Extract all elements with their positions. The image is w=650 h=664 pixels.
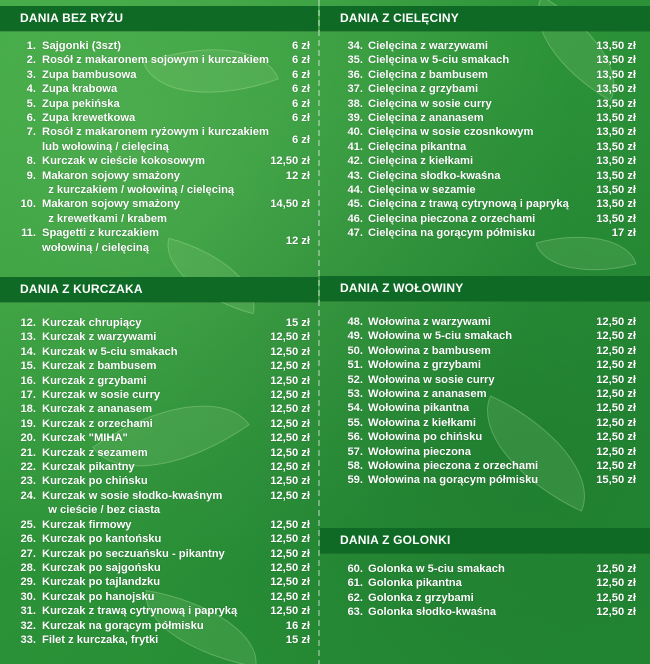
item-number: 7. xyxy=(26,126,36,139)
item-number: 2. xyxy=(26,54,36,67)
item-price: 12,50 zł xyxy=(270,403,310,416)
menu-item xyxy=(0,111,318,125)
item-number: 3. xyxy=(26,68,36,81)
menu-list xyxy=(0,39,318,255)
menu-item xyxy=(320,82,650,96)
item-number: 24. xyxy=(20,489,36,502)
item-name: Kurczak z ananasem xyxy=(42,403,153,416)
item-name: Cielęcina z bambusem xyxy=(368,68,488,81)
item-name: Kurczak w cieście kokosowym xyxy=(42,155,205,168)
item-price: 12,50 zł xyxy=(270,489,310,502)
item-number: 22. xyxy=(20,461,36,474)
item-price: 12,50 zł xyxy=(270,547,310,560)
item-price: 13,50 zł xyxy=(596,97,636,110)
menu-item xyxy=(0,316,318,330)
item-name: Rosół z makaronem ryżowym i kurczakiem lub wołowiną / cielęciną xyxy=(42,126,269,153)
item-name: Golonka pikantna xyxy=(368,577,462,590)
item-number: 12. xyxy=(20,317,36,329)
item-name: Wołowina pikantna xyxy=(368,402,470,415)
menu-item xyxy=(0,532,318,546)
menu-item xyxy=(0,590,318,604)
item-price: 6 zł xyxy=(291,40,310,52)
item-price: 12,50 zł xyxy=(270,331,310,344)
item-price: 12,50 zł xyxy=(596,359,636,372)
item-price: 13,50 zł xyxy=(596,40,636,52)
section-golonka xyxy=(320,528,650,620)
item-number: 61. xyxy=(347,577,363,590)
item-name: Zupa krewetkowa xyxy=(42,112,136,125)
menu-item xyxy=(0,82,318,96)
item-name: Wołowina z bambusem xyxy=(368,344,491,357)
item-price: 15 zł xyxy=(285,633,310,646)
section-header: DANIA Z WOŁOWINY xyxy=(320,276,650,301)
item-number: 29. xyxy=(20,576,36,589)
item-price: 13,50 zł xyxy=(596,126,636,139)
item-name: Cielęcina w sezamie xyxy=(368,184,476,197)
item-name: Cielęcina w sosie czosnkowym xyxy=(368,126,534,139)
item-price: 12,50 zł xyxy=(270,561,310,574)
item-number: 45. xyxy=(347,198,363,211)
item-price: 12,50 zł xyxy=(270,576,310,589)
item-price: 12,50 zł xyxy=(596,606,636,619)
item-number: 54. xyxy=(347,402,363,415)
item-price: 12,50 zł xyxy=(596,316,636,328)
menu-item xyxy=(0,197,318,226)
item-name: Kurczak po chińsku xyxy=(42,475,148,488)
menu-item xyxy=(320,401,650,415)
menu-item xyxy=(0,489,318,518)
item-name: Cielęcina na gorącym półmisku xyxy=(368,227,536,240)
item-price: 12,50 zł xyxy=(596,460,636,473)
item-number: 32. xyxy=(20,619,36,632)
item-price: 13,50 zł xyxy=(596,169,636,182)
menu-item xyxy=(0,330,318,344)
item-price: 12 zł xyxy=(285,169,310,182)
item-price: 6 zł xyxy=(291,112,310,125)
menu-item xyxy=(320,197,650,211)
section-header: DANIA Z KURCZAKA xyxy=(0,277,318,302)
section-bez-ryzu xyxy=(0,6,318,255)
item-name: Kurczak po hanojsku xyxy=(42,590,155,603)
item-name: Wołowina z ananasem xyxy=(368,388,487,401)
item-price: 12,50 zł xyxy=(596,591,636,604)
item-price: 12,50 zł xyxy=(270,533,310,546)
item-number: 57. xyxy=(347,445,363,458)
item-number: 34. xyxy=(347,40,363,52)
item-price: 12,50 zł xyxy=(596,388,636,401)
item-price: 12,50 zł xyxy=(596,330,636,343)
item-number: 16. xyxy=(20,374,36,387)
item-name: Wołowina w 5-ciu smakach xyxy=(368,330,513,343)
item-number: 37. xyxy=(347,83,363,96)
item-name: Wołowina na gorącym półmisku xyxy=(368,474,539,487)
item-number: 49. xyxy=(347,330,363,343)
menu-item xyxy=(320,344,650,358)
menu-item xyxy=(320,125,650,139)
item-name: Wołowina z kiełkami xyxy=(368,416,476,429)
menu-item xyxy=(0,633,318,647)
menu-item xyxy=(0,169,318,198)
item-name: Kurczak w 5-ciu smakach xyxy=(42,345,178,358)
menu-item xyxy=(320,416,650,430)
item-number: 48. xyxy=(347,316,363,328)
menu-item xyxy=(320,111,650,125)
item-name: Kurczak w sosie curry xyxy=(42,389,161,402)
item-number: 40. xyxy=(347,126,363,139)
item-name: Kurczak "MIHA" xyxy=(42,432,128,445)
menu-item xyxy=(320,154,650,168)
menu-item xyxy=(320,97,650,111)
item-price: 12,50 zł xyxy=(596,344,636,357)
item-price: 13,50 zł xyxy=(596,68,636,81)
item-number: 44. xyxy=(347,184,363,197)
item-name: Cielęcina z warzywami xyxy=(368,40,489,52)
menu-item xyxy=(0,226,318,255)
menu-item xyxy=(0,388,318,402)
menu-item xyxy=(0,402,318,416)
menu-item xyxy=(0,154,318,168)
item-number: 27. xyxy=(20,547,36,560)
item-number: 5. xyxy=(26,97,36,110)
item-number: 60. xyxy=(347,563,363,575)
item-name: Cielęcina w sosie curry xyxy=(368,97,492,110)
menu-item xyxy=(320,605,650,619)
item-name: Kurczak pikantny xyxy=(42,461,135,474)
item-number: 36. xyxy=(347,68,363,81)
item-number: 50. xyxy=(347,344,363,357)
menu-list xyxy=(320,562,650,620)
item-number: 28. xyxy=(20,561,36,574)
item-price: 17 zł xyxy=(611,227,636,240)
item-name: Zupa bambusowa xyxy=(42,68,137,81)
menu-item xyxy=(320,373,650,387)
item-number: 63. xyxy=(347,606,363,619)
item-number: 59. xyxy=(347,474,363,487)
item-name: Cielęcina z grzybami xyxy=(368,83,479,96)
menu-item xyxy=(320,183,650,197)
section-header: DANIA BEZ RYŻU xyxy=(0,6,318,31)
item-price: 12,50 zł xyxy=(270,446,310,459)
item-price: 12,50 zł xyxy=(270,374,310,387)
item-number: 17. xyxy=(20,389,36,402)
item-name: Wołowina pieczona xyxy=(368,445,471,458)
menu-item xyxy=(320,212,650,226)
item-price: 12,50 zł xyxy=(270,345,310,358)
item-name: Makaron sojowy smażony z kurczakiem / wołowiną / cielęciną xyxy=(42,169,235,197)
menu-item xyxy=(0,125,318,154)
item-price: 12,50 zł xyxy=(270,475,310,488)
item-number: 21. xyxy=(20,446,36,459)
item-price: 12,50 zł xyxy=(596,416,636,429)
item-price: 12 zł xyxy=(285,234,310,247)
item-name: Sajgonki (3szt) xyxy=(42,40,121,52)
menu-item xyxy=(320,445,650,459)
item-number: 31. xyxy=(20,605,36,618)
menu-item xyxy=(320,430,650,444)
item-number: 30. xyxy=(20,590,36,603)
menu-item xyxy=(320,140,650,154)
item-price: 12,50 zł xyxy=(270,605,310,618)
section-header: DANIA Z CIELĘCINY xyxy=(320,6,650,31)
item-price: 12,50 zł xyxy=(596,431,636,444)
item-number: 56. xyxy=(347,431,363,444)
item-price: 12,50 zł xyxy=(270,155,310,168)
menu-item xyxy=(320,68,650,82)
section-cielecina xyxy=(320,6,650,241)
item-number: 46. xyxy=(347,212,363,225)
item-price: 12,50 zł xyxy=(270,417,310,430)
item-price: 12,50 zł xyxy=(596,373,636,386)
item-name: Cielęcina z ananasem xyxy=(368,112,484,125)
item-name: Cielęcina pikantna xyxy=(368,140,467,153)
item-number: 51. xyxy=(347,359,363,372)
menu-item xyxy=(0,575,318,589)
section-kurczak xyxy=(0,277,318,647)
menu-item xyxy=(0,474,318,488)
item-number: 23. xyxy=(20,475,36,488)
item-name: Kurczak z warzywami xyxy=(42,331,157,344)
item-number: 8. xyxy=(26,155,36,168)
item-number: 15. xyxy=(20,360,36,373)
item-name: Filet z kurczaka, frytki xyxy=(42,633,159,646)
menu-item xyxy=(320,387,650,401)
item-number: 20. xyxy=(20,432,36,445)
menu-item xyxy=(0,417,318,431)
menu-item xyxy=(320,169,650,183)
item-number: 38. xyxy=(347,97,363,110)
item-number: 62. xyxy=(347,591,363,604)
item-name: Kurczak po tajlandzku xyxy=(42,576,161,589)
item-name: Kurczak po seczuańsku - pikantny xyxy=(42,547,225,560)
menu-item xyxy=(0,619,318,633)
section-header: DANIA Z GOLONKI xyxy=(320,528,650,553)
item-number: 58. xyxy=(347,460,363,473)
section-wolowina xyxy=(320,276,650,488)
menu-item xyxy=(0,518,318,532)
item-name: Kurczak z grzybami xyxy=(42,374,147,387)
item-name: Cielęcina pieczona z orzechami xyxy=(368,212,536,225)
item-name: Golonka słodko-kwaśna xyxy=(368,606,497,619)
item-number: 18. xyxy=(20,403,36,416)
menu-item xyxy=(0,345,318,359)
item-number: 39. xyxy=(347,112,363,125)
item-number: 13. xyxy=(20,331,36,344)
menu-item xyxy=(0,68,318,82)
menu-item xyxy=(0,97,318,111)
menu-list xyxy=(0,316,318,647)
item-price: 13,50 zł xyxy=(596,112,636,125)
menu-item xyxy=(0,53,318,67)
item-price: 12,50 zł xyxy=(596,402,636,415)
item-name: Makaron sojowy smażony z krewetkami / krabem xyxy=(42,198,181,225)
menu-item xyxy=(320,39,650,53)
menu-item xyxy=(0,547,318,561)
menu-item xyxy=(0,39,318,53)
item-number: 55. xyxy=(347,416,363,429)
item-name: Kurczak w sosie słodko-kwaśnym w cieście / bez ciasta xyxy=(42,489,223,517)
item-name: Wołowina pieczona z orzechami xyxy=(368,460,539,473)
item-number: 11. xyxy=(21,227,36,240)
item-price: 12,50 zł xyxy=(596,445,636,458)
item-name: Kurczak na gorącym półmisku xyxy=(42,619,204,632)
item-name: Golonka z grzybami xyxy=(368,591,474,604)
item-name: Cielęcina z trawą cytrynową i papryką xyxy=(368,198,569,211)
item-price: 12,50 zł xyxy=(270,360,310,373)
item-name: Cielęcina słodko-kwaśna xyxy=(368,169,501,182)
item-number: 47. xyxy=(347,227,363,240)
item-price: 13,50 zł xyxy=(596,184,636,197)
item-price: 13,50 zł xyxy=(596,83,636,96)
menu-item xyxy=(320,576,650,590)
menu-item xyxy=(320,329,650,343)
item-number: 41. xyxy=(347,140,363,153)
item-price: 13,50 zł xyxy=(596,54,636,67)
item-price: 12,50 zł xyxy=(270,432,310,445)
menu-list xyxy=(320,39,650,241)
item-price: 12,50 zł xyxy=(270,590,310,603)
menu-item xyxy=(320,459,650,473)
item-name: Zupa pekińska xyxy=(42,97,120,110)
item-name: Spagetti z kurczakiem wołowiną / cielęciną xyxy=(42,227,159,254)
item-number: 52. xyxy=(347,373,363,386)
item-price: 13,50 zł xyxy=(596,212,636,225)
item-name: Kurczak z bambusem xyxy=(42,360,157,373)
menu-item xyxy=(320,473,650,487)
item-name: Wołowina w sosie curry xyxy=(368,373,495,386)
menu-item xyxy=(0,561,318,575)
item-number: 33. xyxy=(20,633,36,646)
item-name: Wołowina z grzybami xyxy=(368,359,481,372)
menu-item xyxy=(320,358,650,372)
item-name: Wołowina po chińsku xyxy=(368,431,483,444)
item-name: Kurczak firmowy xyxy=(42,518,132,531)
item-price: 13,50 zł xyxy=(596,140,636,153)
item-price: 6 zł xyxy=(291,133,310,146)
item-price: 15,50 zł xyxy=(596,474,636,487)
item-price: 6 zł xyxy=(291,97,310,110)
item-number: 9. xyxy=(26,169,36,182)
menu-item xyxy=(320,315,650,329)
menu-item xyxy=(320,226,650,240)
item-price: 12,50 zł xyxy=(596,577,636,590)
item-number: 43. xyxy=(347,169,363,182)
item-number: 25. xyxy=(20,518,36,531)
item-number: 35. xyxy=(347,54,363,67)
item-price: 6 zł xyxy=(291,83,310,96)
menu-item xyxy=(0,604,318,618)
item-name: Kurczak po sajgońsku xyxy=(42,561,161,574)
item-number: 19. xyxy=(20,417,36,430)
item-name: Kurczak chrupiący xyxy=(42,317,142,329)
item-number: 26. xyxy=(20,533,36,546)
item-name: Golonka w 5-ciu smakach xyxy=(368,563,505,575)
menu-item xyxy=(0,446,318,460)
item-price: 6 zł xyxy=(291,68,310,81)
menu-item xyxy=(0,460,318,474)
menu-item xyxy=(0,431,318,445)
menu-item xyxy=(320,53,650,67)
menu-item xyxy=(320,591,650,605)
menu-list xyxy=(320,315,650,488)
item-number: 42. xyxy=(347,155,363,168)
item-price: 14,50 zł xyxy=(270,198,310,211)
item-name: Kurczak po kantońsku xyxy=(42,533,162,546)
item-name: Cielęcina w 5-ciu smakach xyxy=(368,54,510,67)
item-price: 12,50 zł xyxy=(270,461,310,474)
item-name: Cielęcina z kiełkami xyxy=(368,155,474,168)
item-number: 1. xyxy=(26,40,36,52)
item-name: Rosół z makaronem sojowym i kurczakiem xyxy=(42,54,269,67)
item-name: Zupa krabowa xyxy=(42,83,118,96)
item-price: 13,50 zł xyxy=(596,155,636,168)
item-price: 12,50 zł xyxy=(270,389,310,402)
item-number: 4. xyxy=(26,83,36,96)
item-name: Kurczak z orzechami xyxy=(42,417,153,430)
item-price: 13,50 zł xyxy=(596,198,636,211)
item-name: Kurczak z trawą cytrynową i papryką xyxy=(42,605,238,618)
item-name: Kurczak z sezamem xyxy=(42,446,148,459)
item-price: 15 zł xyxy=(285,317,310,329)
item-price: 16 zł xyxy=(285,619,310,632)
item-price: 12,50 zł xyxy=(596,563,636,575)
item-number: 53. xyxy=(347,388,363,401)
menu-item xyxy=(320,562,650,576)
item-number: 14. xyxy=(20,345,36,358)
item-number: 10. xyxy=(20,198,36,211)
item-name: Wołowina z warzywami xyxy=(368,316,491,328)
menu-item xyxy=(0,374,318,388)
item-number: 6. xyxy=(26,112,36,125)
menu-item xyxy=(0,359,318,373)
item-price: 12,50 zł xyxy=(270,518,310,531)
item-price: 6 zł xyxy=(291,54,310,67)
